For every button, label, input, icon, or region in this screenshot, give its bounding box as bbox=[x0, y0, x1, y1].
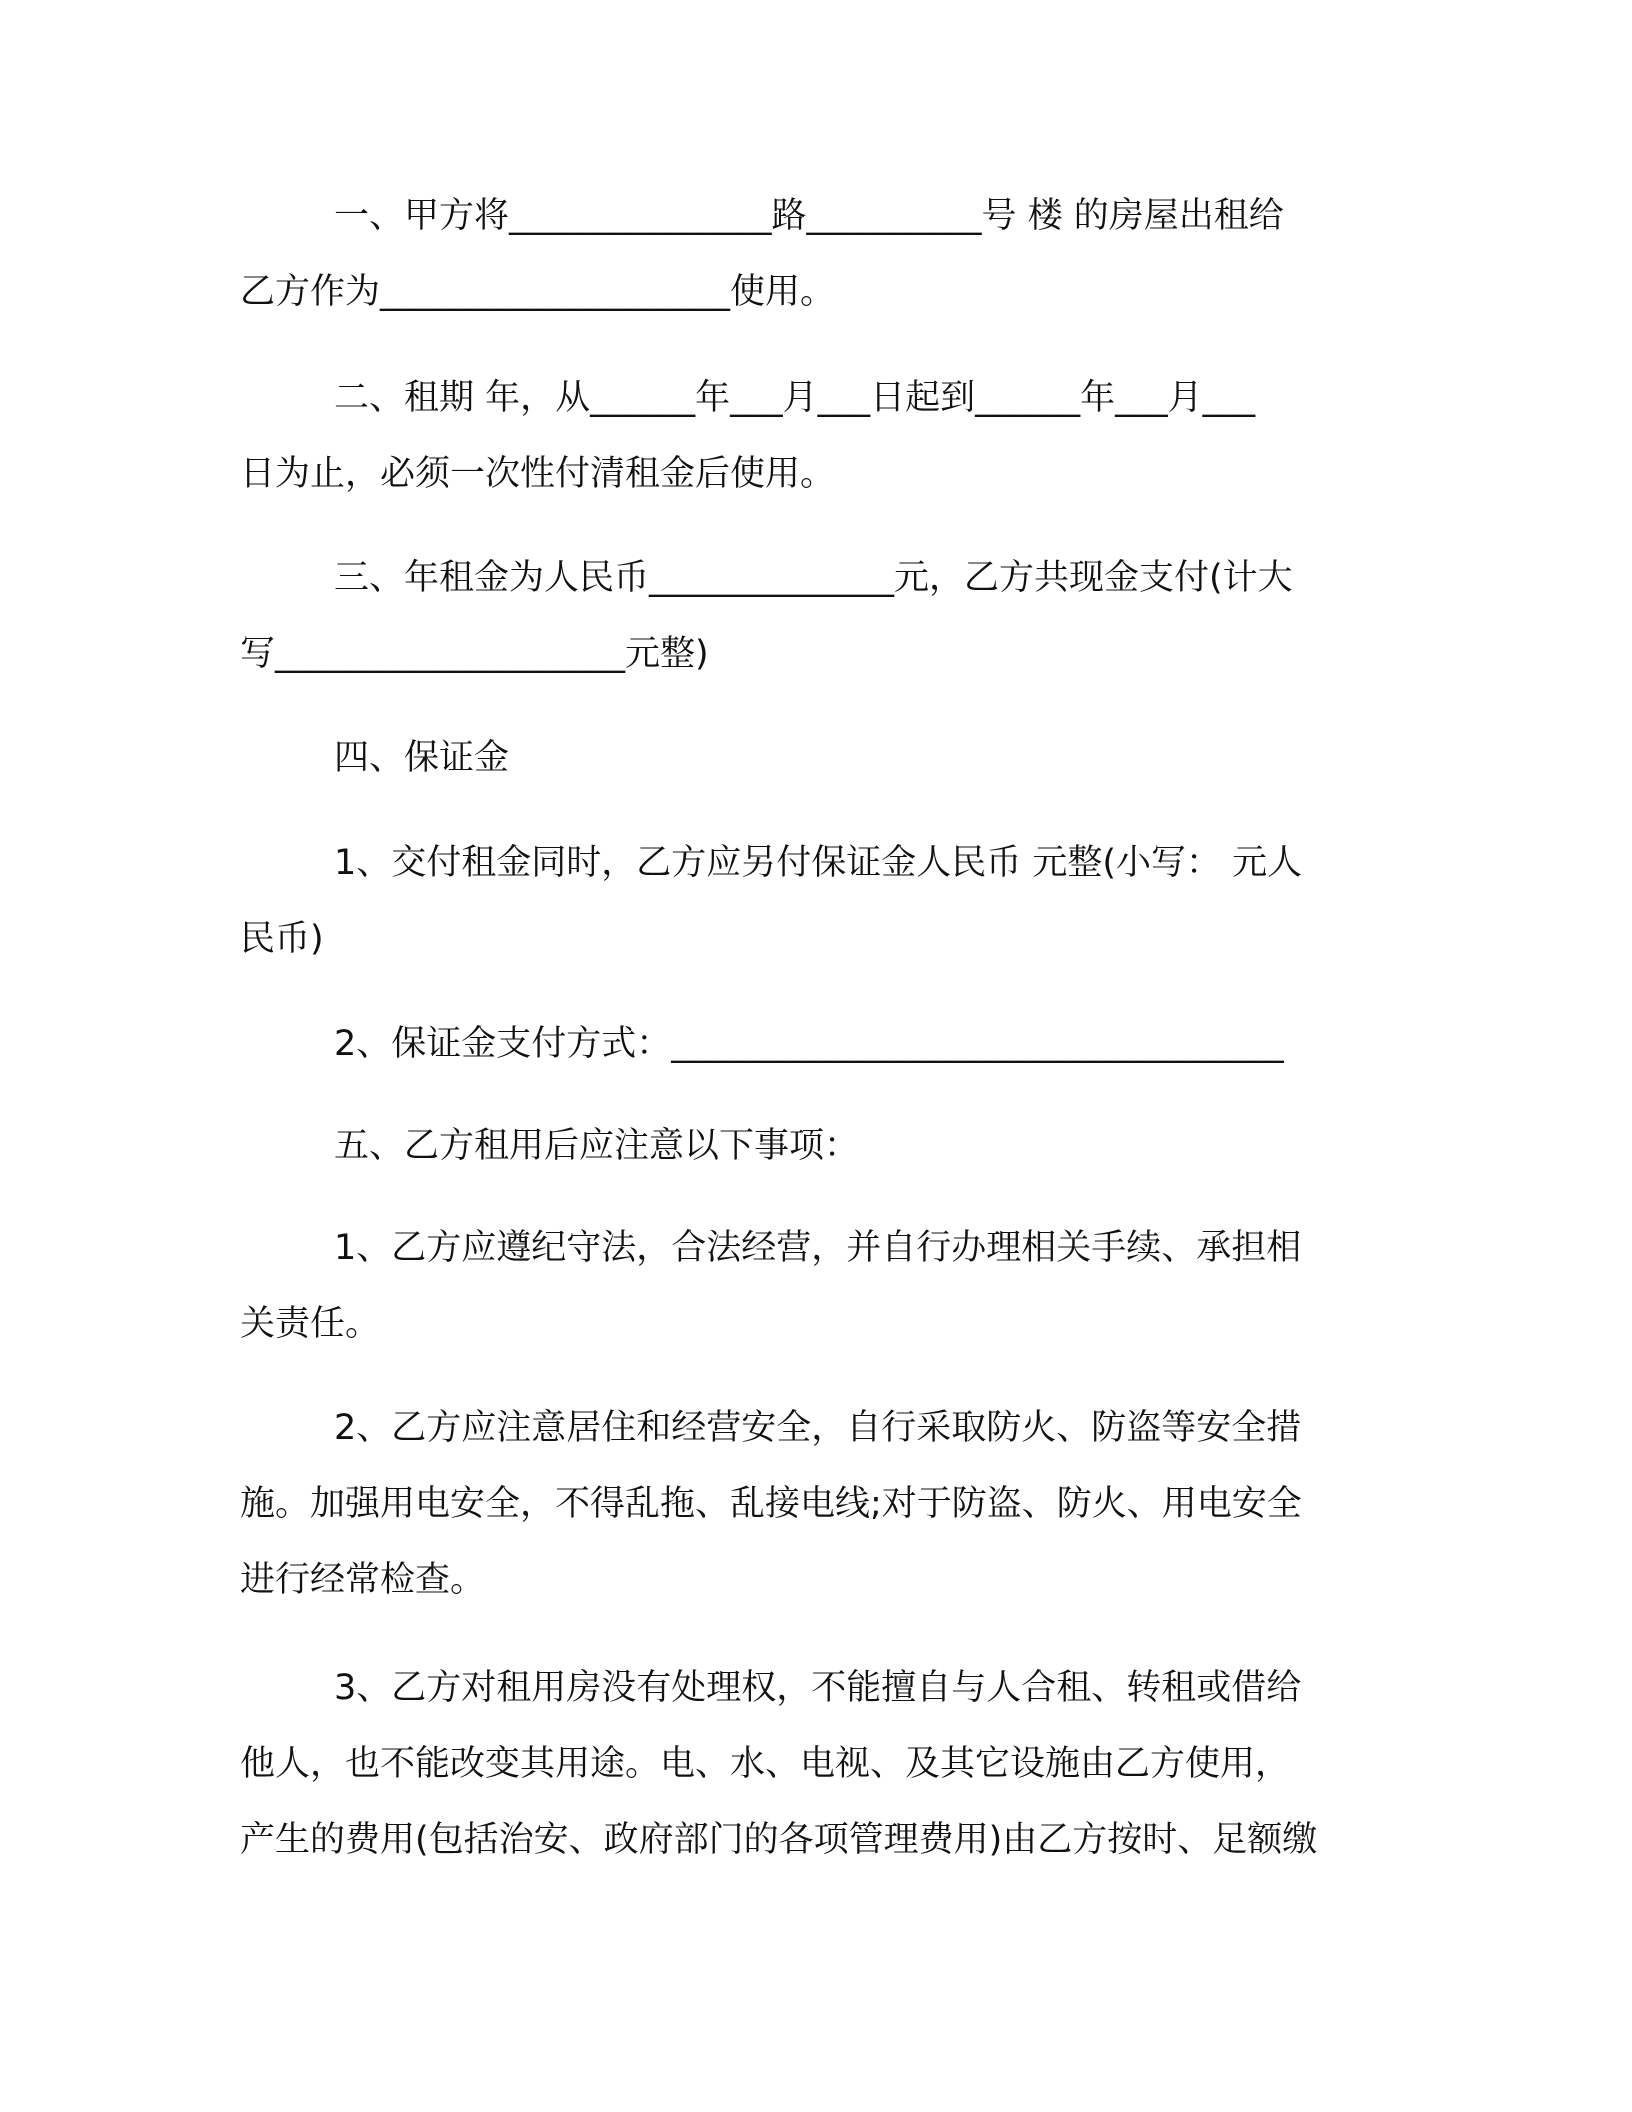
clause-5-item-3-line-3: 产生的费用(包括治安、政府部门的各项管理费用)由乙方按时、足额缴 bbox=[240, 1820, 1318, 1860]
clause-4-item-1-line-2: 民币) bbox=[240, 919, 324, 959]
clause-5-item-1 bbox=[240, 1210, 1380, 1362]
clause-5-item-1-line-1: 1、乙方应遵纪守法，合法经营，并自行办理相关手续、承担相 bbox=[334, 1228, 1302, 1268]
clause-5-item-2 bbox=[240, 1390, 1380, 1618]
clause-5-item-2-line-2: 施。加强用电安全，不得乱拖、乱接电线;对于防盗、防火、用电安全 bbox=[240, 1484, 1302, 1524]
clause-2-line-2: 日为止，必须一次性付清租金后使用。 bbox=[240, 454, 836, 494]
clause-1-line-2: 乙方作为____________________使用。 bbox=[240, 272, 836, 312]
clause-2 bbox=[240, 360, 1380, 512]
clause-5-heading bbox=[240, 1108, 1380, 1184]
clause-5-item-3 bbox=[240, 1650, 1380, 1878]
clause-5-item-1-line-2: 关责任。 bbox=[240, 1304, 381, 1344]
clause-1-line-1: 一、甲方将_______________路__________号 楼 的房屋出租给 bbox=[334, 196, 1284, 236]
clause-5-item-2-line-3: 进行经常检查。 bbox=[240, 1560, 486, 1600]
clause-1 bbox=[240, 178, 1380, 330]
clause-5-item-3-line-2: 他人，也不能改变其用途。电、水、电视、及其它设施由乙方使用， bbox=[240, 1744, 1291, 1784]
clause-4-heading bbox=[240, 720, 1380, 796]
clause-5-item-3-line-1: 3、乙方对租用房没有处理权，不能擅自与人合租、转租或借给 bbox=[334, 1668, 1302, 1708]
clause-4-item-1-line-1: 1、交付租金同时，乙方应另付保证金人民币 元整(小写： 元人 bbox=[334, 843, 1303, 883]
clause-4-heading-line: 四、保证金 bbox=[334, 738, 510, 778]
clause-5-heading-line: 五、乙方租用后应注意以下事项： bbox=[334, 1126, 860, 1166]
clause-3-line-2: 写____________________元整) bbox=[240, 634, 709, 674]
clause-4-item-2 bbox=[240, 1006, 1380, 1082]
clause-3-line-1: 三、年租金为人民币______________元，乙方共现金支付(计大 bbox=[334, 558, 1293, 598]
clause-4-item-2-line: 2、保证金支付方式：___________________________________ bbox=[334, 1024, 1284, 1064]
clause-5-item-2-line-1: 2、乙方应注意居住和经营安全，自行采取防火、防盗等安全措 bbox=[334, 1408, 1302, 1448]
clause-3 bbox=[240, 540, 1380, 692]
clause-2-line-1: 二、租期 年，从______年___月___日起到______年___月___ bbox=[334, 378, 1256, 418]
clause-4-item-1 bbox=[240, 825, 1380, 977]
